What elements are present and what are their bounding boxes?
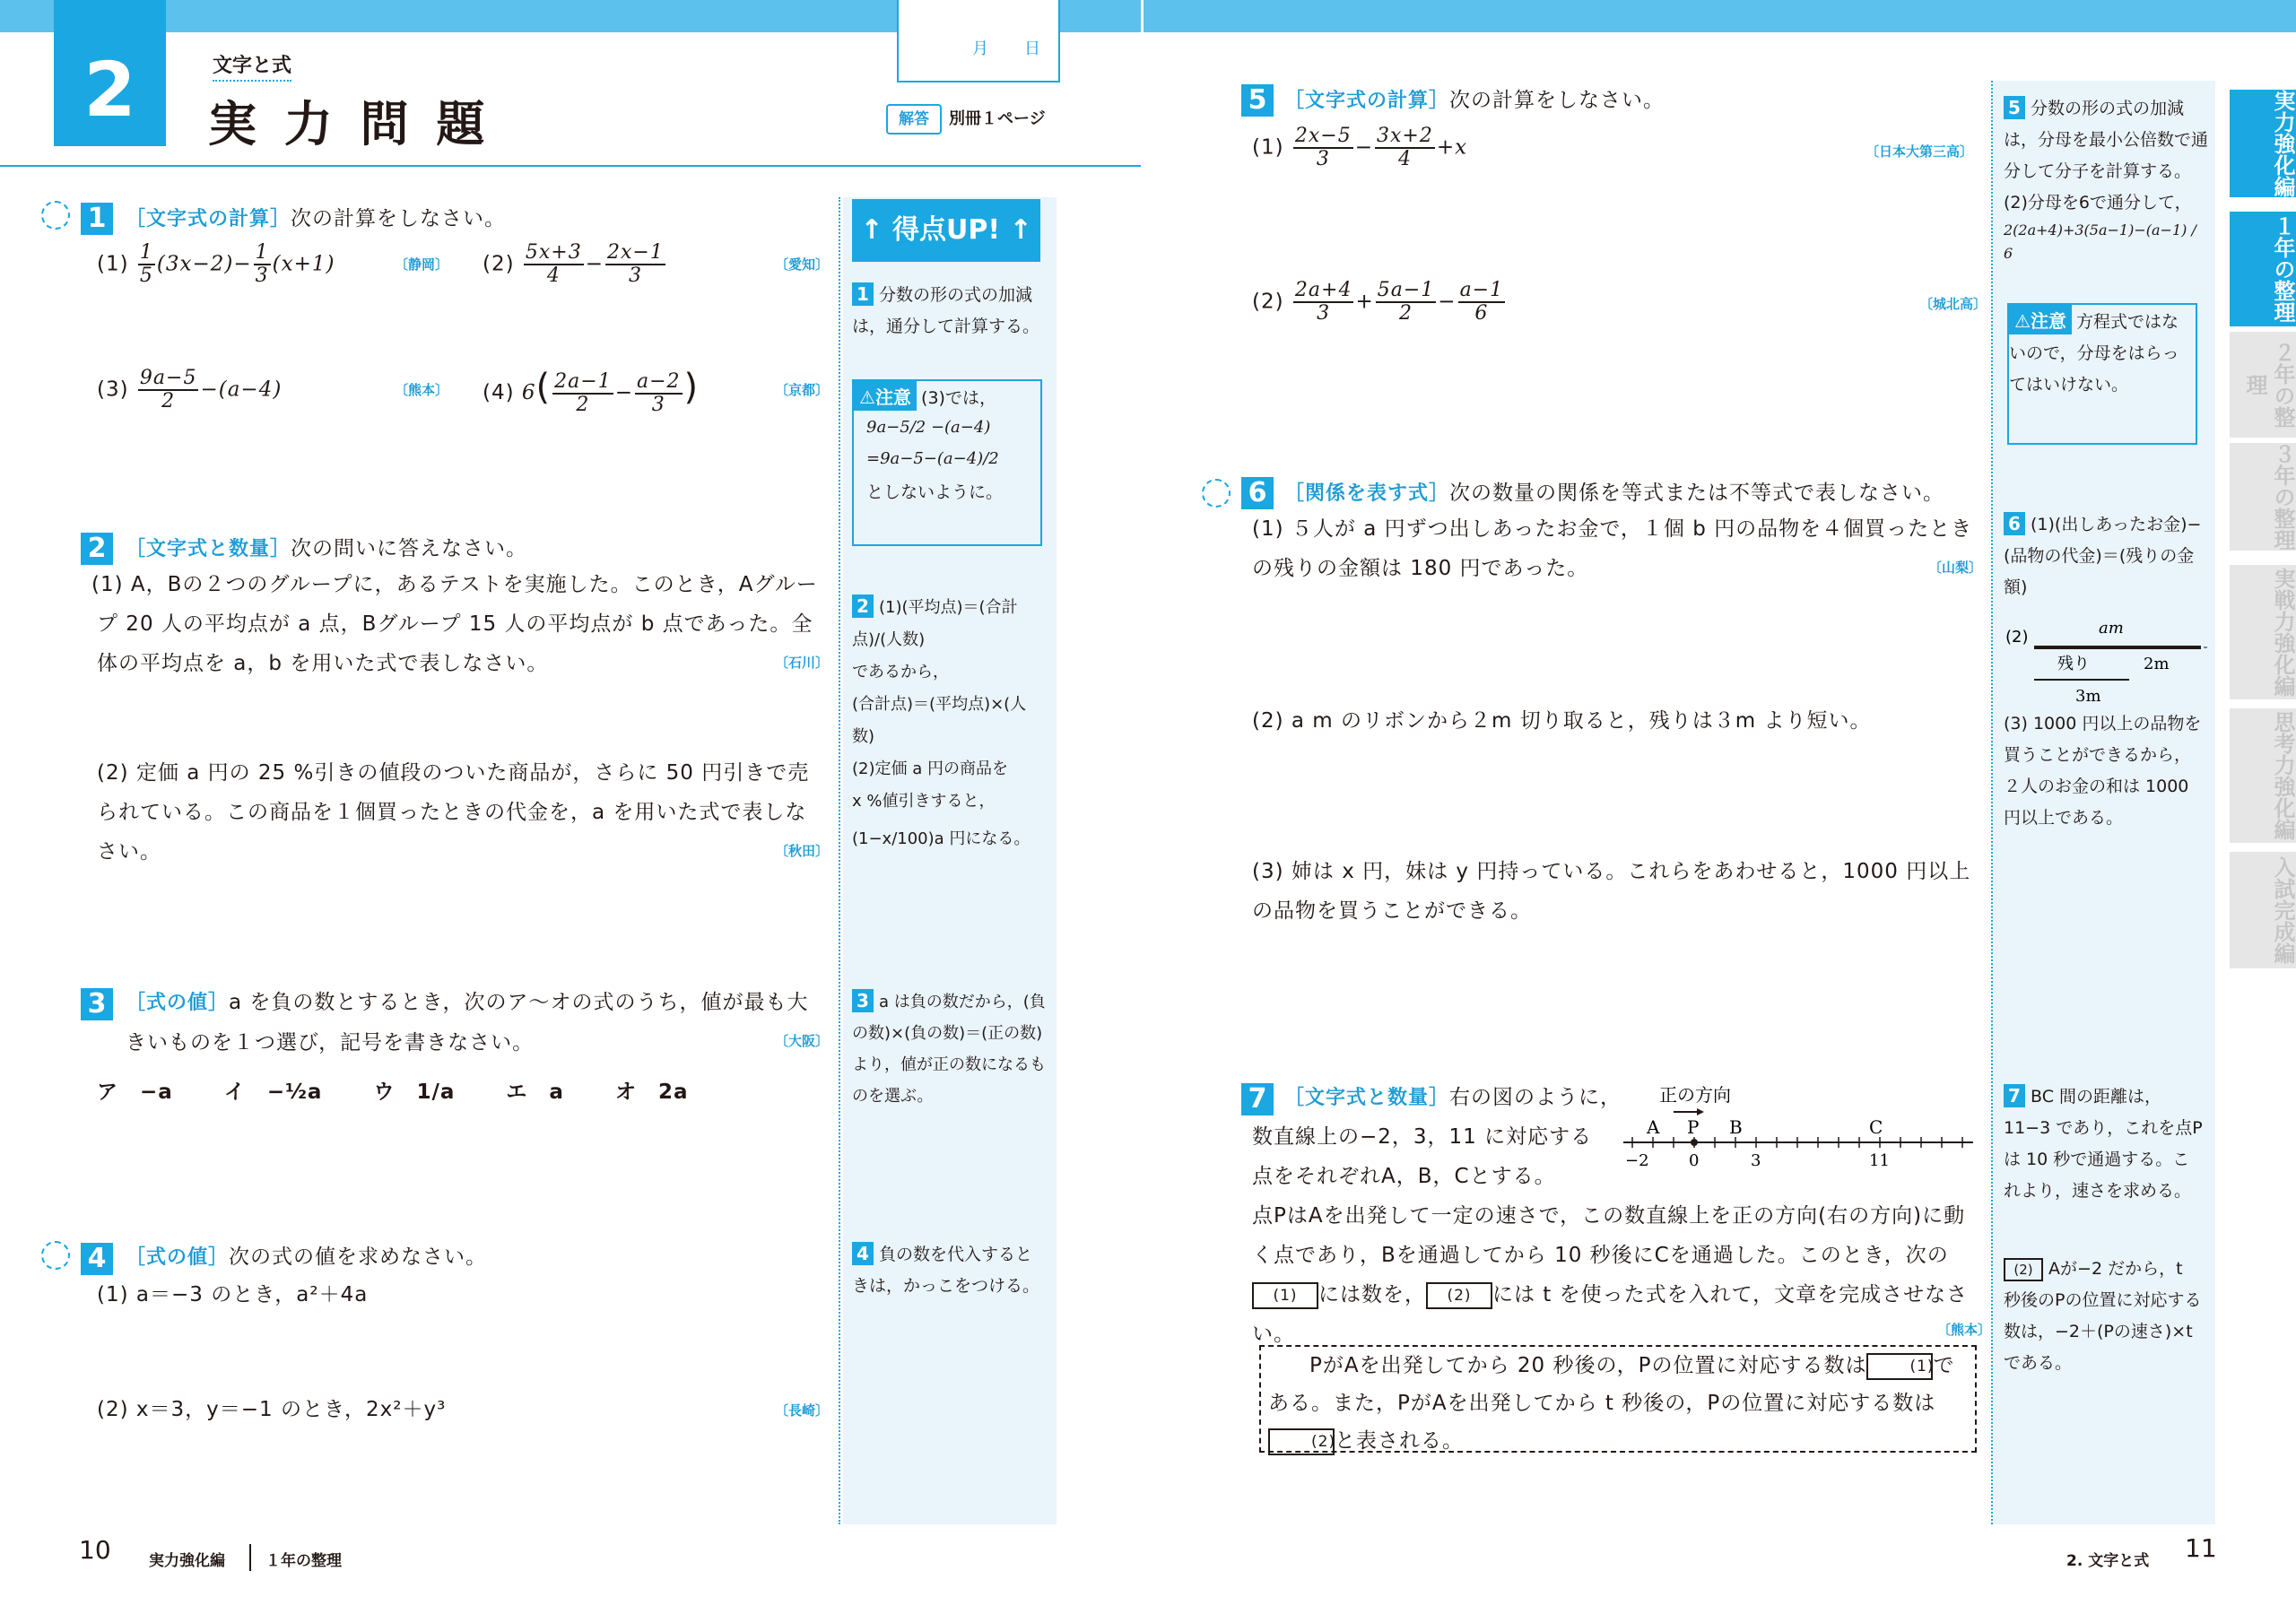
- tip-6-3: (3) 1000 円以上の品物を買うことができるから，２人のお金の和は 1000 円以上である。: [2004, 714, 2202, 828]
- left-divider: [839, 197, 840, 1524]
- left-footer-section: 実力強化編: [149, 1552, 225, 1570]
- q4-header: ［式の値］次の式の値を求めなさい。: [126, 1245, 488, 1269]
- q2-p2-src: 〔秋田〕: [775, 843, 830, 859]
- q6-p1-src: 〔山梨〕: [1928, 560, 1983, 576]
- q1-part2: (2) $\frac{5x+3}{4}$ − $\frac{2x-1}{3}$: [483, 241, 664, 287]
- q6-part1: (1) ５人が a 円ずつ出しあったお金で，１個 b 円の品物を４個買ったときの残りの金額は 180 円であった。: [1252, 517, 1973, 580]
- q7-line2: 数直線上の−2，3，11 に対応する: [1252, 1125, 1593, 1149]
- tab-grade1[interactable]: １年の整理: [2230, 212, 2296, 326]
- q2-number: 2: [81, 533, 113, 565]
- ribbon-figure: [2004, 615, 2210, 714]
- q6-header: ［関係を表す式］次の数量の関係を等式または不等式で表しなさい。: [1284, 482, 1945, 505]
- q5-p2-src: 〔城北高〕: [1919, 296, 1987, 312]
- answer-book-icon: 解答: [886, 104, 942, 135]
- tip-7: 7 BC 間の距離は，11−3 であり，これを点Pは 10 秒で通過する。これより，速さを求める。: [2004, 1085, 2203, 1201]
- q5-header: ［文字式の計算］次の計算をしなさい。: [1284, 89, 1665, 112]
- chapter-subtitle: 文字と式: [213, 50, 291, 82]
- date-box[interactable]: [897, 0, 1060, 82]
- point-p-marker: [1691, 1139, 1698, 1146]
- tip-3: 3 a は負の数だから，(負の数)×(負の数)＝(正の数)より，値が正の数になるものを選ぶ。: [852, 990, 1046, 1106]
- fig-tick-0: 0: [1689, 1151, 1700, 1170]
- q2-header: ［文字式と数量］次の問いに答えなさい。: [126, 537, 528, 560]
- ribbon-rest-label: 残り: [2057, 655, 2090, 673]
- must-do-icon: [1202, 479, 1231, 508]
- tab-grade3[interactable]: ３年の整理: [2230, 443, 2296, 551]
- top-bar-right: [1144, 0, 2296, 32]
- q3-option-i: イ −½a: [223, 1081, 323, 1104]
- q7-line3: 点をそれぞれA，B，Cとする。: [1252, 1165, 1556, 1188]
- q3-option-e: エ a: [506, 1081, 564, 1104]
- q3-src: 〔大阪〕: [775, 1033, 830, 1049]
- caution-box-left: ⚠注意 (3)では， 9a−5/2 −(a−4) =9a−5−(a−4)/2 としないように。: [852, 379, 1042, 546]
- q1-p4-src: 〔京都〕: [775, 382, 830, 398]
- arrow-up-icon: ↑: [860, 214, 883, 246]
- q1-p3-src: 〔熊本〕: [395, 382, 449, 398]
- q7-src: 〔熊本〕: [1937, 1322, 1992, 1338]
- fig-label-a: A: [1647, 1116, 1660, 1138]
- tab-shikou[interactable]: 思考力強化編: [2230, 708, 2296, 843]
- q7-number: 7: [1241, 1083, 1274, 1115]
- tip7-blank: (2): [2004, 1258, 2043, 1281]
- q6-part3: (3) 姉は x 円，妹は y 円持っている。これらをあわせると，1000 円以上の品物を買うことができる。: [1252, 860, 1971, 923]
- left-page-number: 10: [79, 1535, 111, 1565]
- q4-p2-src: 〔長崎〕: [775, 1402, 830, 1419]
- tip-6: 6 (1)(出しあったお金)−(品物の代金)＝(残りの金額): [2004, 513, 2202, 597]
- number-line-figure: [1614, 1081, 1991, 1171]
- fig-label-p: P: [1687, 1116, 1700, 1138]
- caution-expr1: 9a−5/2 −(a−4): [866, 418, 991, 437]
- chapter-number: 2: [54, 0, 166, 146]
- blank-2: (2): [1426, 1282, 1492, 1309]
- tab-jitsuryoku[interactable]: 実力強化編: [2230, 90, 2296, 197]
- fig-tick-m2: −2: [1625, 1151, 1649, 1170]
- q1-part3: (3) $\frac{9a-5}{2}$ −(a−4): [97, 367, 283, 412]
- tab-grade2[interactable]: ２年の整理: [2230, 332, 2296, 438]
- q7-answer-box: PがAを出発してから 20 秒後の，Pの位置に対応する数は (1)である。また，PがAを出発してから t 秒後の，Pの位置に対応する数は(2)と表される。: [1259, 1345, 1977, 1453]
- q1-number: 1: [81, 203, 113, 235]
- answer-blank-2[interactable]: (2): [1268, 1428, 1335, 1455]
- q2-p1-src: 〔石川〕: [775, 655, 830, 671]
- q3-header: ［式の値］a を負の数とするとき，次のア〜オの式のうち，値が最も大きいものを１つ選び，記号を書きなさい。: [126, 991, 809, 1055]
- must-do-icon: [41, 1241, 70, 1270]
- q6-number: 6: [1241, 477, 1274, 509]
- must-do-icon: [41, 201, 70, 230]
- q7-body: 点PはAを出発して一定の速さで，この数直線上を正の方向(右の方向)に動く点であり，Bを通過してから 10 秒後にCを通過した。このとき，次の(1) には数を， (2) には t を使った式を入れて，文章を完成させなさい。: [1252, 1204, 1969, 1346]
- date-day: 日: [1024, 39, 1040, 58]
- chapter-title: 実 力 問 題: [208, 96, 491, 152]
- q2-part2: (2) 定価 a 円の 25 %引きの値段のついた商品が，さらに 50 円引きで売られている。この商品を１個買ったときの代金を，a を用いた式で表しなさい。: [97, 761, 810, 864]
- q3-options: [97, 1072, 688, 1112]
- caution-text2: としないように。: [866, 482, 1004, 502]
- header-rule: [0, 165, 1141, 167]
- q4-part1: (1) a＝−3 のとき，a²＋4a: [97, 1283, 369, 1306]
- caution-box-right: ⚠注意 方程式ではないので，分母をはらってはいけない。: [2007, 303, 2197, 445]
- blank-1: (1): [1252, 1282, 1318, 1309]
- fig-tick-11: 11: [1869, 1151, 1890, 1170]
- ribbon-am-label: am: [2099, 619, 2124, 638]
- q5-part2: (2) $\frac{2a+4}{3}$ + $\frac{5a-1}{2}$ − $\frac{a-1}{6}$: [1252, 279, 1504, 325]
- right-page-number: 11: [2185, 1533, 2217, 1563]
- caution-label: ⚠注意: [854, 381, 917, 411]
- answer-blank-1[interactable]: (1): [1866, 1353, 1933, 1380]
- q5-number: 5: [1241, 84, 1274, 117]
- q1-header: ［文字式の計算］次の計算をしなさい。: [126, 207, 507, 230]
- footer-separator: [249, 1544, 251, 1571]
- caution-expr2: =9a−5−(a−4)/2: [866, 449, 999, 468]
- tip-title: ↑ 得点UP! ↑: [852, 199, 1040, 262]
- tip-7-2: (2) Aが−2 だから，t 秒後のPの位置に対応する数は，−2＋(Pの速さ)×t である。: [2004, 1259, 2202, 1373]
- arrow-up-icon: ↑: [1009, 214, 1032, 246]
- q5-p1-src: 〔日本大第三高〕: [1866, 143, 1974, 160]
- fig-label-c: C: [1869, 1116, 1883, 1138]
- fig-label-b: B: [1729, 1116, 1743, 1138]
- caution-label: ⚠注意: [2009, 305, 2072, 334]
- right-divider: [1991, 81, 1993, 1524]
- tip-4: 4 負の数を代入するときは，かっこをつける。: [852, 1243, 1040, 1296]
- tip-2: 2 (1)(平均点)＝(合計点)/(人数) であるから， (合計点)＝(平均点)×(人数) (2)定価 a 円の商品を x %値引きすると， (1−x/100)a 円になる。: [852, 595, 1031, 848]
- q1-part1: (1) $\frac{1}{5}$ (3x−2)− $\frac{1}{3}$ (x+1): [97, 241, 335, 287]
- q3-option-a: ア −a: [97, 1081, 173, 1104]
- ribbon-2m-label: 2m: [2144, 655, 2170, 673]
- q3-number: 3: [81, 988, 113, 1020]
- ribbon-fig-label: (2): [2005, 628, 2029, 647]
- q1-p1-src: 〔静岡〕: [395, 256, 449, 273]
- q7-intro: ［文字式と数量］右の図のように，: [1284, 1086, 1622, 1109]
- q2-part1: (1) A，Bの２つのグループに，あるテストを実施した。このとき，Aグループ 20 人の平均点が a 点，Bグループ 15 人の平均点が b 点であった。全体の平均点を a，b を用いた式で表しなさい。: [91, 573, 818, 675]
- tip-1: 1 分数の形の式の加減は，通分して計算する。: [852, 283, 1040, 336]
- date-month: 月: [972, 39, 988, 58]
- q1-part4: (4) 6( $\frac{2a-1}{2}$ − $\frac{a-2}{3}$ ): [483, 367, 700, 416]
- ribbon-3m-label: 3m: [2075, 687, 2101, 706]
- q6-part2: (2) a m のリボンから２m 切り取ると，残りは３m より短い。: [1252, 709, 1872, 733]
- fig-tick-3: 3: [1751, 1151, 1761, 1170]
- q4-part2: (2) x＝3，y＝−1 のとき，2x²＋y³: [97, 1398, 447, 1421]
- tab-nyushi[interactable]: 入試完成編: [2230, 852, 2296, 968]
- q1-p2-src: 〔愛知〕: [775, 256, 830, 273]
- q4-number: 4: [81, 1243, 113, 1275]
- q3-option-u: ウ 1/a: [373, 1081, 456, 1104]
- warning-icon: ⚠: [859, 386, 875, 408]
- fig-direction-label: 正の方向: [1659, 1084, 1731, 1106]
- q5-part1: (1) $\frac{2x-5}{3}$ − $\frac{3x+2}{4}$ +x: [1252, 125, 1468, 170]
- tab-jissen[interactable]: 実戦力強化編: [2230, 565, 2296, 699]
- q3-option-o: オ 2a: [614, 1081, 689, 1104]
- answer-ref: 別冊１ページ: [949, 109, 1046, 128]
- warning-icon: ⚠: [2014, 310, 2031, 332]
- left-footer-chapter: １年の整理: [265, 1552, 342, 1570]
- tip-5: 5 分数の形の式の加減は，分母を最小公倍数で通分して分子を計算する。 (2)分母を6で通分して， 2(2a+4)+3(5a−1)−(a−1) / 6: [2004, 97, 2209, 262]
- right-footer-chapter: 2. 文字と式: [2066, 1552, 2150, 1570]
